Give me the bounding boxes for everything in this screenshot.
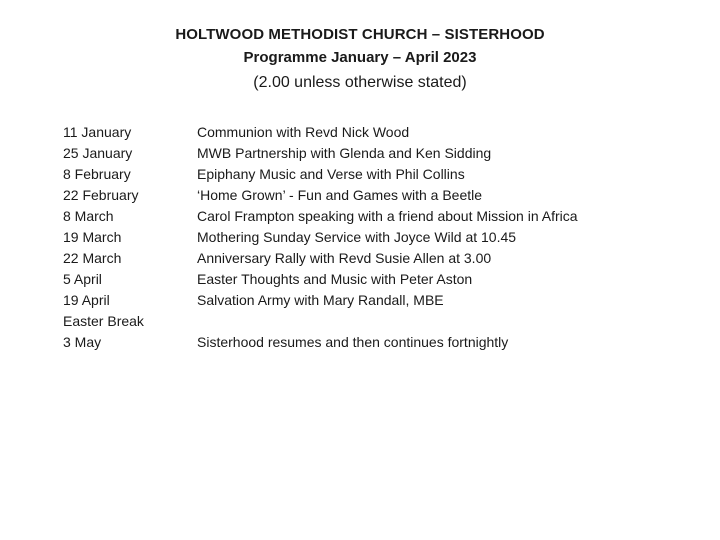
time-note: (2.00 unless otherwise stated) xyxy=(253,74,467,91)
programme-row xyxy=(63,185,713,206)
document-subtitle: Programme January – April 2023 xyxy=(243,49,477,66)
programme-event: Anniversary Rally with Revd Susie Allen at 3.00 xyxy=(197,250,492,266)
programme-event: Epiphany Music and Verse with Phil Collins xyxy=(197,166,465,182)
programme-row xyxy=(63,122,713,143)
programme-date: 22 February xyxy=(63,187,139,203)
programme-row xyxy=(63,290,713,311)
programme-event: Mothering Sunday Service with Joyce Wild at 10.45 xyxy=(197,229,517,245)
programme-date: 22 March xyxy=(63,250,122,266)
programme-date: 11 January xyxy=(63,124,132,140)
programme-date: 3 May xyxy=(63,334,102,350)
programme-event xyxy=(197,311,713,332)
programme-event: Salvation Army with Mary Randall, MBE xyxy=(197,292,444,308)
programme-event: Carol Frampton speaking with a friend about Mission in Africa xyxy=(197,208,578,224)
programme-date: 19 April xyxy=(63,292,110,308)
programme-event: MWB Partnership with Glenda and Ken Sidding xyxy=(197,145,492,161)
programme-row xyxy=(63,206,713,227)
programme-event: ‘Home Grown’ - Fun and Games with a Beetle xyxy=(197,187,483,203)
programme-row xyxy=(63,248,713,269)
programme-row xyxy=(63,227,713,248)
programme-date: 5 April xyxy=(63,271,102,287)
programme-event: Easter Thoughts and Music with Peter Aston xyxy=(197,271,473,287)
document-header xyxy=(0,25,720,94)
programme-event: Communion with Revd Nick Wood xyxy=(197,124,410,140)
programme-date: 8 February xyxy=(63,166,131,182)
programme-row xyxy=(63,269,713,290)
programme-row-break xyxy=(63,311,713,332)
programme-row xyxy=(63,164,713,185)
programme-date: 8 March xyxy=(63,208,114,224)
programme-row xyxy=(63,143,713,164)
document-title: HOLTWOOD METHODIST CHURCH – SISTERHOOD xyxy=(175,26,545,43)
programme-date: 19 March xyxy=(63,229,122,245)
programme-list xyxy=(63,122,713,353)
programme-date: 25 January xyxy=(63,145,133,161)
programme-event: Sisterhood resumes and then continues fortnightly xyxy=(197,334,509,350)
programme-date: Easter Break xyxy=(63,313,144,329)
programme-row xyxy=(63,332,713,353)
